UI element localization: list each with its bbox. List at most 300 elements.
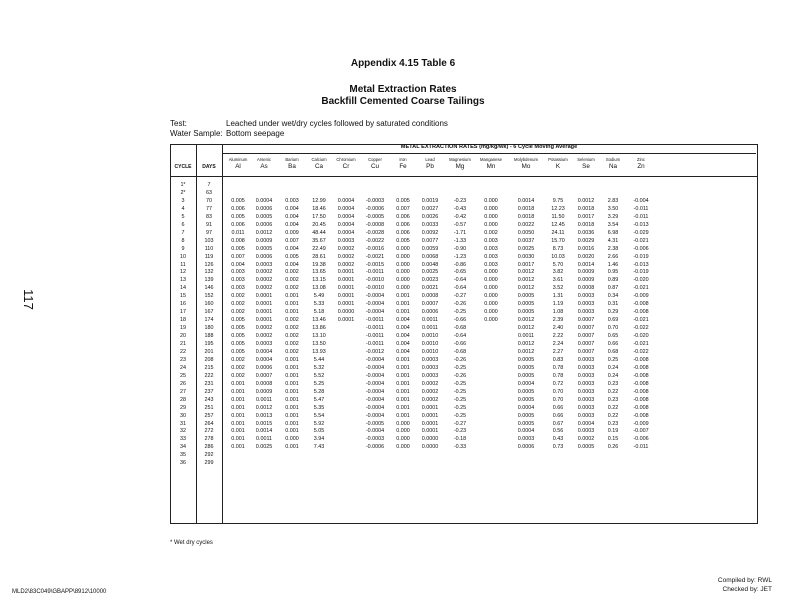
value-cell-ca: 5.25 (313, 381, 325, 387)
group-header-divider (222, 153, 756, 154)
value-cell-k: 0.78 (552, 365, 564, 371)
value-cell-zn: -0.008 (633, 373, 649, 379)
value-cell-mn: 0.003 (484, 262, 498, 268)
value-cell-mo: 0.0022 (517, 222, 535, 228)
value-cell-pb: 0.0059 (421, 246, 439, 252)
value-cell-se: 0.0002 (577, 436, 595, 442)
column-symbol-cu: Cu (370, 163, 380, 170)
value-cell-al: 0.001 (231, 421, 245, 427)
value-cell-ba: 0.001 (285, 421, 299, 427)
cycle-cell: 19 (180, 325, 186, 331)
value-cell-k: 0.56 (552, 428, 564, 434)
value-cell-mg: -0.18 (453, 436, 467, 442)
value-cell-ca: 5.33 (313, 301, 325, 307)
value-cell-mo: 0.0014 (517, 198, 535, 204)
column-symbol-zn: Zn (637, 163, 645, 170)
value-cell-ca: 19.38 (312, 262, 326, 268)
value-cell-zn: -0.008 (633, 365, 649, 371)
value-cell-fe: 0.000 (396, 277, 410, 283)
column-name-mn: Manganese (480, 157, 502, 162)
cycle-cell: 15 (180, 293, 186, 299)
value-cell-na: 0.87 (607, 285, 619, 291)
cycle-cell: 22 (180, 349, 186, 355)
value-cell-al: 0.005 (231, 349, 245, 355)
value-cell-as: 0.0002 (255, 277, 273, 283)
water-sample-value: Bottom seepage (226, 129, 285, 138)
value-cell-k: 8.73 (552, 246, 564, 252)
value-cell-na: 2.66 (607, 254, 619, 260)
value-cell-mg: -0.25 (453, 405, 467, 411)
column-symbol-cr: Cr (342, 163, 350, 170)
column-name-mo: Molybdenum (514, 157, 538, 162)
cycle-cell: 3 (181, 198, 185, 204)
value-cell-k: 2.39 (552, 317, 564, 323)
value-cell-ca: 13.46 (312, 317, 326, 323)
value-cell-fe: 0.000 (396, 269, 410, 275)
value-cell-cr: 0.0002 (337, 262, 355, 268)
value-cell-mo: 0.0012 (517, 349, 535, 355)
cycle-cell: 14 (180, 285, 186, 291)
value-cell-k: 2.27 (552, 349, 564, 355)
value-cell-na: 6.98 (607, 230, 619, 236)
value-cell-ba: 0.007 (285, 238, 299, 244)
value-cell-fe: 0.000 (396, 421, 410, 427)
value-cell-as: 0.0003 (255, 341, 273, 347)
days-cell: 97 (206, 230, 212, 236)
value-cell-cu: -0.0003 (365, 436, 385, 442)
value-cell-cu: -0.0011 (366, 317, 384, 323)
value-cell-zn: -0.013 (633, 262, 649, 268)
cycle-cell: 6 (181, 222, 185, 228)
days-cell: 243 (204, 397, 214, 403)
value-cell-k: 1.19 (552, 301, 564, 307)
value-cell-ca: 5.47 (313, 397, 325, 403)
value-cell-mg: -0.27 (453, 421, 467, 427)
cycle-cell: 5 (181, 214, 185, 220)
value-cell-mg: -0.43 (453, 206, 467, 212)
value-cell-al: 0.001 (231, 381, 245, 387)
value-cell-na: 0.29 (607, 309, 619, 315)
value-cell-fe: 0.000 (396, 444, 410, 450)
value-cell-ba: 0.002 (285, 269, 299, 275)
value-cell-mo: 0.0005 (517, 421, 535, 427)
value-cell-ba: 0.002 (285, 349, 299, 355)
value-cell-na: 0.66 (607, 341, 619, 347)
cycle-cell: 1* (180, 182, 186, 188)
value-cell-as: 0.0005 (255, 214, 273, 220)
value-cell-zn: -0.008 (633, 301, 649, 307)
value-cell-pb: 0.0000 (421, 436, 439, 442)
value-cell-zn: -0.008 (633, 405, 649, 411)
value-cell-k: 3.61 (552, 277, 564, 283)
value-cell-se: 0.0018 (577, 222, 595, 228)
value-cell-mg: -0.25 (453, 413, 467, 419)
value-cell-ba: 0.004 (285, 206, 299, 212)
days-cell: 188 (204, 333, 214, 339)
value-cell-se: 0.0017 (577, 214, 595, 220)
cycle-cell: 26 (180, 381, 186, 387)
value-cell-ca: 17.50 (312, 214, 326, 220)
days-cell: 63 (206, 190, 212, 196)
value-cell-al: 0.002 (231, 309, 245, 315)
value-cell-cu: -0.0004 (365, 373, 385, 379)
cycle-cell: 25 (180, 373, 186, 379)
value-cell-fe: 0.004 (396, 325, 410, 331)
value-cell-fe: 0.001 (396, 381, 410, 387)
value-cell-pb: 0.0002 (421, 381, 439, 387)
value-cell-cu: -0.0010 (365, 277, 385, 283)
value-cell-zn: -0.009 (633, 421, 649, 427)
value-cell-ba: 0.004 (285, 262, 299, 268)
group-header: METAL EXTRACTION RATES (mg/kg/wk) - 6 Cycle Moving Average (400, 144, 578, 150)
value-cell-zn: -0.020 (633, 277, 649, 283)
value-cell-ba: 0.001 (285, 428, 299, 434)
days-cell: 201 (204, 349, 214, 355)
value-cell-k: 2.24 (552, 341, 564, 347)
value-cell-k: 0.66 (552, 405, 564, 411)
value-cell-se: 0.0008 (577, 285, 595, 291)
column-name-na: Sodium (605, 157, 621, 162)
value-cell-mo: 0.0004 (517, 381, 535, 387)
value-cell-pb: 0.0011 (421, 317, 439, 323)
value-cell-fe: 0.000 (396, 246, 410, 252)
column-name-al: Aluminum (228, 157, 248, 162)
water-sample-label: Water Sample: (170, 129, 223, 138)
column-symbol-k: K (555, 163, 561, 170)
value-cell-cr: 0.0004 (337, 222, 355, 228)
value-cell-mo: 0.0012 (517, 285, 535, 291)
value-cell-cr: 0.0002 (337, 246, 355, 252)
value-cell-cu: -0.0005 (365, 214, 385, 220)
value-cell-pb: 0.0008 (421, 293, 439, 299)
value-cell-mo: 0.0005 (517, 413, 535, 419)
value-cell-as: 0.0009 (255, 238, 273, 244)
value-cell-k: 24.11 (551, 230, 565, 236)
compiled-by: Compiled by: RWL (717, 577, 772, 584)
value-cell-ca: 22.49 (312, 246, 326, 252)
value-cell-se: 0.0003 (577, 373, 595, 379)
value-cell-mg: -1.33 (453, 238, 467, 244)
value-cell-as: 0.0008 (255, 381, 273, 387)
value-cell-al: 0.006 (231, 222, 245, 228)
value-cell-cu: -0.0004 (365, 301, 385, 307)
days-cell: 132 (204, 269, 214, 275)
value-cell-fe: 0.001 (396, 309, 410, 315)
value-cell-mg: -0.42 (453, 214, 467, 220)
value-cell-k: 0.70 (552, 389, 564, 395)
value-cell-k: 0.43 (552, 436, 564, 442)
value-cell-ca: 28.61 (312, 254, 326, 260)
days-cell: 7 (207, 182, 211, 188)
value-cell-al: 0.007 (231, 254, 245, 260)
value-cell-pb: 0.0011 (421, 325, 439, 331)
value-cell-k: 1.08 (552, 309, 564, 315)
value-cell-se: 0.0009 (577, 269, 595, 275)
column-symbol-mn: Mn (486, 163, 496, 170)
days-cell: 208 (204, 357, 214, 363)
value-cell-cu: -0.0022 (365, 238, 385, 244)
value-cell-fe: 0.000 (396, 436, 410, 442)
value-cell-zn: -0.008 (633, 381, 649, 387)
value-cell-pb: 0.0019 (421, 198, 439, 204)
table-title-line-2: Backfill Cemented Coarse Tailings (321, 96, 485, 107)
value-cell-na: 3.29 (607, 214, 619, 220)
value-cell-na: 0.70 (607, 325, 619, 331)
value-cell-ca: 5.49 (313, 293, 325, 299)
value-cell-k: 12.45 (551, 222, 565, 228)
value-cell-mg: -0.33 (453, 444, 467, 450)
column-name-fe: Iron (399, 157, 407, 162)
value-cell-ba: 0.002 (285, 277, 299, 283)
days-cell: 119 (204, 254, 214, 260)
value-cell-as: 0.0007 (255, 373, 273, 379)
column-symbol-as: As (260, 163, 268, 170)
value-cell-se: 0.0009 (577, 277, 595, 283)
value-cell-mn: 0.000 (484, 293, 498, 299)
value-cell-as: 0.0006 (255, 222, 273, 228)
value-cell-cr: 0.0003 (337, 238, 355, 244)
value-cell-fe: 0.000 (396, 262, 410, 268)
value-cell-se: 0.0003 (577, 397, 595, 403)
value-cell-al: 0.001 (231, 389, 245, 395)
value-cell-ba: 0.004 (285, 214, 299, 220)
value-cell-cu: -0.0004 (365, 309, 385, 315)
value-cell-fe: 0.000 (396, 428, 410, 434)
value-cell-as: 0.0005 (255, 246, 273, 252)
test-value: Leached under wet/dry cycles followed by saturated conditions (226, 119, 448, 128)
value-cell-cu: -0.0005 (365, 421, 385, 427)
column-name-cr: Chromium (336, 157, 356, 162)
cycle-cell: 29 (180, 405, 186, 411)
value-cell-mg: -0.26 (453, 357, 467, 363)
value-cell-na: 0.23 (607, 397, 619, 403)
value-cell-ba: 0.001 (285, 357, 299, 363)
value-cell-pb: 0.0077 (421, 238, 439, 244)
days-cell: 195 (204, 341, 214, 347)
value-cell-k: 0.78 (552, 373, 564, 379)
value-cell-mo: 0.0004 (517, 428, 535, 434)
value-cell-cr: 0.0004 (337, 230, 355, 236)
value-cell-fe: 0.001 (396, 357, 410, 363)
value-cell-cr: 0.0004 (337, 214, 355, 220)
value-cell-pb: 0.0007 (421, 301, 439, 307)
value-cell-ba: 0.000 (285, 436, 299, 442)
cycle-cell: 28 (180, 397, 186, 403)
cycle-column-header: CYCLE (174, 164, 192, 170)
value-cell-mn: 0.000 (484, 317, 498, 323)
value-cell-na: 1.46 (607, 262, 619, 268)
value-cell-ca: 13.50 (312, 341, 326, 347)
value-cell-zn: -0.008 (633, 357, 649, 363)
value-cell-ba: 0.002 (285, 317, 299, 323)
days-cell: 174 (204, 317, 214, 323)
column-name-ba: Barium (285, 157, 299, 162)
value-cell-mo: 0.0025 (517, 246, 535, 252)
test-label: Test: (170, 119, 187, 128)
value-cell-mg: -0.66 (453, 317, 467, 323)
value-cell-mg: -0.68 (453, 325, 467, 331)
value-cell-ca: 13.15 (312, 277, 326, 283)
column-name-as: Arsenic (257, 157, 271, 162)
value-cell-mn: 0.000 (484, 214, 498, 220)
value-cell-k: 15.70 (551, 238, 565, 244)
value-cell-se: 0.0007 (577, 341, 595, 347)
value-cell-mo: 0.0018 (517, 214, 535, 220)
value-cell-ba: 0.001 (285, 397, 299, 403)
value-cell-mn: 0.000 (484, 198, 498, 204)
value-cell-fe: 0.001 (396, 365, 410, 371)
value-cell-fe: 0.004 (396, 349, 410, 355)
value-cell-cu: -0.0004 (365, 428, 385, 434)
value-cell-ca: 13.10 (312, 333, 326, 339)
value-cell-cu: -0.0010 (365, 285, 385, 291)
value-cell-mn: 0.003 (484, 246, 498, 252)
value-cell-fe: 0.001 (396, 413, 410, 419)
value-cell-se: 0.0003 (577, 309, 595, 315)
page-number: 117 (20, 289, 36, 310)
value-cell-al: 0.005 (231, 333, 245, 339)
days-cell: 91 (206, 222, 212, 228)
value-cell-pb: 0.0092 (421, 230, 439, 236)
value-cell-al: 0.001 (231, 444, 245, 450)
value-cell-al: 0.001 (231, 397, 245, 403)
value-cell-zn: -0.008 (633, 389, 649, 395)
value-cell-fe: 0.001 (396, 301, 410, 307)
cycle-cell: 16 (180, 301, 186, 307)
value-cell-se: 0.0036 (577, 230, 595, 236)
cycle-cell: 32 (180, 428, 186, 434)
value-cell-na: 0.89 (607, 277, 619, 283)
value-cell-na: 3.54 (607, 222, 619, 228)
value-cell-cu: -0.0004 (365, 397, 385, 403)
value-cell-al: 0.004 (231, 262, 245, 268)
value-cell-k: 0.66 (552, 413, 564, 419)
days-cell: 83 (206, 214, 212, 220)
value-cell-ba: 0.004 (285, 222, 299, 228)
value-cell-cu: -0.0016 (365, 246, 385, 252)
value-cell-mo: 0.0030 (517, 254, 535, 260)
cycle-cell: 2* (180, 190, 186, 196)
value-cell-mn: 0.000 (484, 269, 498, 275)
value-cell-fe: 0.001 (396, 405, 410, 411)
column-symbol-al: Al (235, 163, 241, 170)
value-cell-al: 0.005 (231, 325, 245, 331)
value-cell-k: 0.67 (552, 421, 564, 427)
value-cell-cu: -0.0004 (365, 413, 385, 419)
value-cell-al: 0.008 (231, 238, 245, 244)
days-cell: 278 (204, 436, 214, 442)
value-cell-pb: 0.0002 (421, 397, 439, 403)
cycle-cell: 17 (180, 309, 186, 315)
cycle-cell: 34 (180, 444, 186, 450)
value-cell-pb: 0.0033 (421, 222, 439, 228)
value-cell-pb: 0.0001 (421, 428, 439, 434)
cycle-cell: 11 (180, 262, 186, 268)
value-cell-as: 0.0001 (255, 309, 273, 315)
value-cell-pb: 0.0010 (421, 341, 439, 347)
value-cell-zn: -0.022 (633, 349, 649, 355)
value-cell-se: 0.0004 (577, 421, 595, 427)
value-cell-cu: -0.0028 (365, 230, 385, 236)
value-cell-as: 0.0004 (255, 357, 273, 363)
value-cell-ca: 5.54 (313, 413, 325, 419)
cycle-cell: 35 (180, 452, 186, 458)
value-cell-k: 9.75 (552, 198, 564, 204)
value-cell-mo: 0.0012 (517, 325, 535, 331)
column-symbol-ca: Ca (314, 163, 324, 170)
value-cell-as: 0.0004 (255, 198, 273, 204)
value-cell-na: 2.83 (607, 198, 619, 204)
days-cell: 103 (204, 238, 214, 244)
value-cell-mg: -0.64 (453, 333, 467, 339)
value-cell-pb: 0.0001 (421, 421, 439, 427)
value-cell-se: 0.0012 (577, 198, 595, 204)
value-cell-cu: -0.0004 (365, 293, 385, 299)
value-cell-as: 0.0013 (255, 413, 273, 419)
days-cell: 167 (204, 309, 214, 315)
value-cell-k: 2.40 (552, 325, 564, 331)
column-name-se: Selenium (577, 157, 595, 162)
value-cell-se: 0.0029 (577, 238, 595, 244)
value-cell-na: 0.24 (607, 365, 619, 371)
value-cell-k: 11.50 (551, 214, 565, 220)
value-cell-na: 0.24 (607, 373, 619, 379)
value-cell-cr: 0.0001 (337, 293, 355, 299)
cycle-cell: 4 (181, 206, 185, 212)
value-cell-as: 0.0002 (255, 325, 273, 331)
cycle-cell: 27 (180, 389, 186, 395)
cycle-cell: 8 (181, 238, 185, 244)
value-cell-as: 0.0006 (255, 365, 273, 371)
value-cell-na: 0.26 (607, 444, 619, 450)
column-name-ca: Calcium (311, 157, 327, 162)
table-title-line-1: Metal Extraction Rates (349, 84, 457, 95)
value-cell-mo: 0.0004 (517, 405, 535, 411)
value-cell-na: 2.38 (607, 246, 619, 252)
value-cell-cu: -0.0003 (365, 198, 385, 204)
value-cell-zn: -0.007 (633, 428, 649, 434)
days-cell: 110 (204, 246, 214, 252)
value-cell-fe: 0.006 (396, 222, 410, 228)
value-cell-mo: 0.0003 (517, 436, 535, 442)
column-symbol-mo: Mo (521, 163, 531, 170)
value-cell-ba: 0.001 (285, 365, 299, 371)
value-cell-cr: 0.0002 (337, 254, 355, 260)
value-cell-fe: 0.000 (396, 285, 410, 291)
value-cell-zn: -0.009 (633, 293, 649, 299)
value-cell-cr: 0.0004 (337, 206, 355, 212)
value-cell-na: 0.19 (607, 428, 619, 434)
value-cell-as: 0.0014 (255, 428, 273, 434)
column-symbol-fe: Fe (399, 163, 407, 170)
value-cell-k: 5.70 (552, 262, 564, 268)
value-cell-as: 0.0011 (255, 436, 273, 442)
value-cell-cu: -0.0006 (365, 444, 385, 450)
value-cell-se: 0.0003 (577, 301, 595, 307)
value-cell-mn: 0.002 (484, 230, 498, 236)
value-cell-ca: 5.44 (313, 357, 325, 363)
value-cell-k: 12.23 (551, 206, 565, 212)
value-cell-as: 0.0004 (255, 349, 273, 355)
value-cell-zn: -0.029 (633, 230, 649, 236)
value-cell-mo: 0.0012 (517, 341, 535, 347)
value-cell-na: 0.23 (607, 421, 619, 427)
value-cell-zn: -0.013 (633, 222, 649, 228)
value-cell-pb: 0.0003 (421, 365, 439, 371)
value-cell-na: 0.22 (607, 413, 619, 419)
value-cell-na: 0.34 (607, 293, 619, 299)
value-cell-cu: -0.0015 (365, 262, 385, 268)
